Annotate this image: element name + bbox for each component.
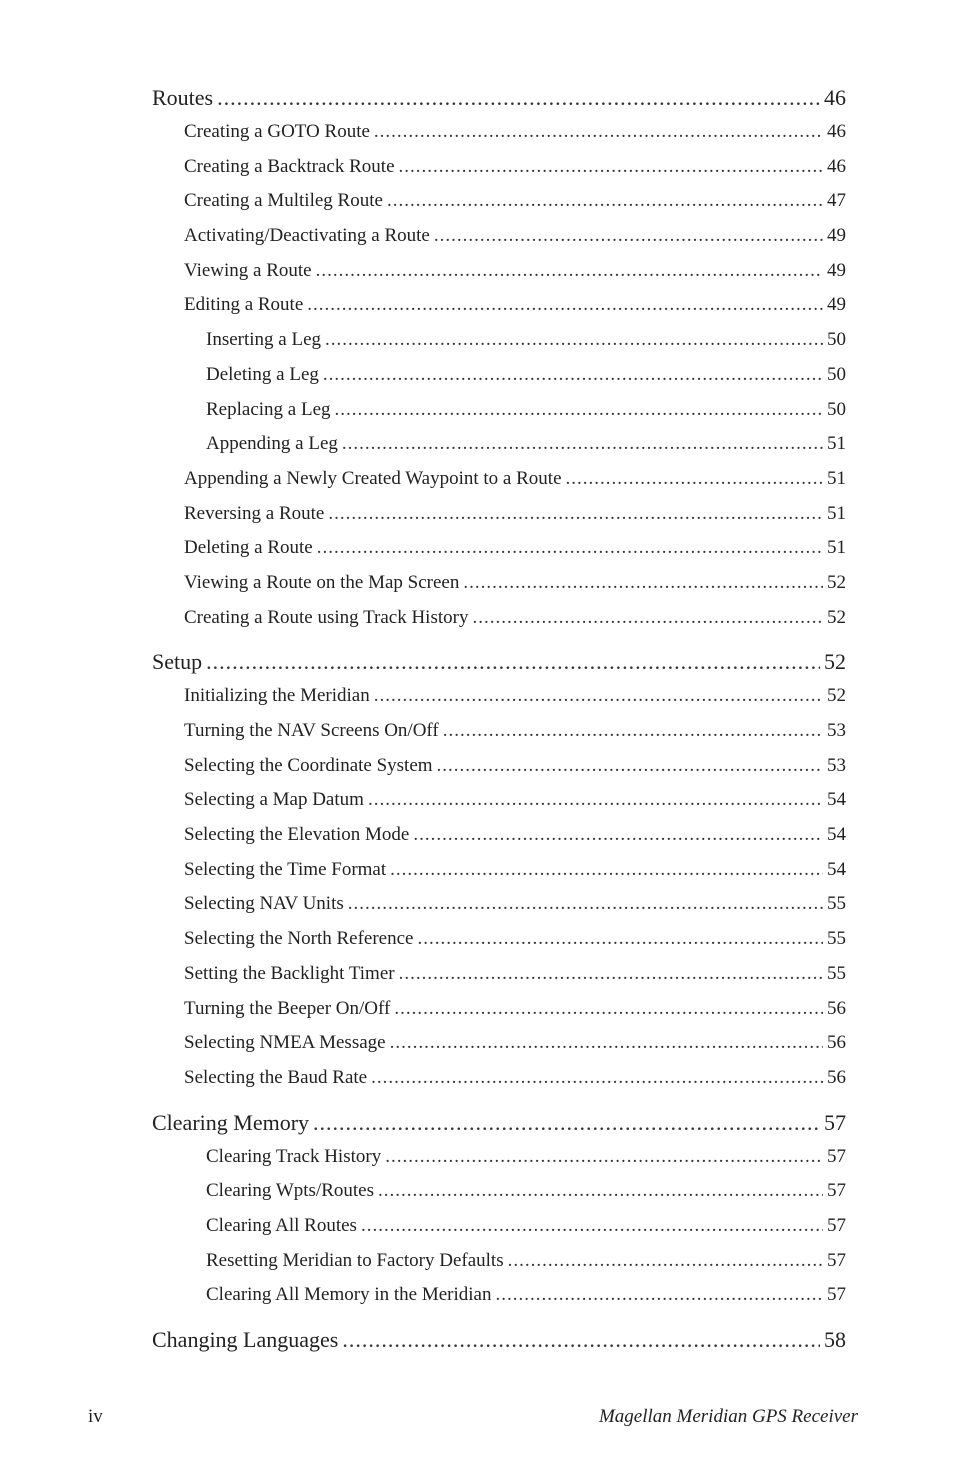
toc-page-number: 55 xyxy=(827,893,846,915)
toc-entry xyxy=(152,150,846,185)
toc-page-number: 57 xyxy=(827,1284,846,1306)
toc-leader-dots xyxy=(217,81,820,115)
toc-entry xyxy=(152,601,846,636)
footer-book-title: Magellan Meridian GPS Receiver xyxy=(598,1406,858,1427)
toc-entry-title: Creating a GOTO Route xyxy=(184,121,370,142)
toc-leader-dots xyxy=(361,1209,823,1244)
toc-leader-dots xyxy=(307,288,823,323)
toc-leader-dots xyxy=(417,922,823,957)
toc-leader-dots xyxy=(316,254,823,289)
toc-page-number: 55 xyxy=(827,928,846,950)
toc-entry-title: Reversing a Route xyxy=(184,502,325,524)
toc-entry xyxy=(152,1209,846,1244)
toc-entry-title: Creating a Route using Track History xyxy=(184,606,469,628)
toc-section-heading xyxy=(152,81,846,115)
toc-entry xyxy=(152,922,846,957)
toc-leader-dots xyxy=(385,1140,823,1175)
toc-entry-title: Selecting the North Reference xyxy=(184,928,414,950)
toc-page-number: 52 xyxy=(827,685,846,707)
toc-page-number: 47 xyxy=(827,190,846,212)
toc-page-number: 51 xyxy=(827,433,846,455)
toc-entry xyxy=(152,115,846,150)
toc-leader-dots xyxy=(390,1026,823,1061)
toc-entry xyxy=(152,1174,846,1209)
toc-section-title: Routes xyxy=(152,85,214,110)
toc-page-number: 51 xyxy=(827,502,846,524)
toc-page-number: 56 xyxy=(827,1066,846,1088)
toc-entry-title: Appending a Newly Created Waypoint to a Route xyxy=(184,467,562,489)
toc-entry-title: Deleting a Leg xyxy=(206,363,319,385)
toc-entry-title: Selecting a Map Datum xyxy=(184,789,364,811)
toc-entry xyxy=(152,358,846,393)
toc-page-number: 52 xyxy=(827,571,846,593)
toc-entry xyxy=(152,957,846,992)
toc-page-number: 51 xyxy=(827,467,846,489)
toc-entry-title: Selecting the Elevation Mode xyxy=(184,824,410,846)
toc-leader-dots xyxy=(437,749,823,784)
toc-entry xyxy=(152,887,846,922)
toc-entry xyxy=(152,1140,846,1175)
toc-page-number: 52 xyxy=(827,606,846,628)
toc-page-number: 57 xyxy=(824,1109,846,1135)
toc-section-heading xyxy=(152,645,846,679)
toc-section-title: Changing Languages xyxy=(152,1327,339,1352)
toc-entry xyxy=(152,1026,846,1061)
toc-leader-dots xyxy=(566,462,823,497)
toc-entry xyxy=(152,254,846,289)
toc-page-number: 56 xyxy=(827,1032,846,1054)
toc-entry-title: Creating a Backtrack Route xyxy=(184,155,395,177)
toc-leader-dots xyxy=(348,887,823,922)
toc-page-number: 54 xyxy=(827,789,846,811)
footer-page-number: iv xyxy=(88,1406,103,1427)
toc-leader-dots xyxy=(313,1106,820,1140)
toc-entry-title: Initializing the Meridian xyxy=(184,685,370,707)
toc-leader-dots xyxy=(335,393,823,428)
table-of-contents xyxy=(152,81,846,1357)
toc-leader-dots xyxy=(443,714,823,749)
toc-page-number: 49 xyxy=(827,294,846,316)
toc-entry-title: Deleting a Route xyxy=(184,537,313,559)
toc-leader-dots xyxy=(317,531,823,566)
toc-page-number: 46 xyxy=(827,121,846,142)
toc-leader-dots xyxy=(374,115,823,150)
toc-entry-title: Viewing a Route xyxy=(184,259,312,281)
toc-page-number: 50 xyxy=(827,398,846,420)
toc-entry-title: Editing a Route xyxy=(184,294,304,316)
toc-entry xyxy=(152,679,846,714)
toc-page-number: 49 xyxy=(827,259,846,281)
toc-leader-dots xyxy=(394,992,823,1027)
toc-entry-title: Setting the Backlight Timer xyxy=(184,962,395,984)
toc-section-title: Clearing Memory xyxy=(152,1109,310,1135)
toc-page-number: 50 xyxy=(827,363,846,385)
toc-leader-dots xyxy=(342,1323,820,1357)
toc-leader-dots xyxy=(472,601,823,636)
toc-section-title: Setup xyxy=(152,649,203,675)
toc-entry xyxy=(152,818,846,853)
toc-entry-title: Selecting NAV Units xyxy=(184,893,344,915)
toc-entry xyxy=(152,323,846,358)
toc-entry xyxy=(152,1244,846,1279)
toc-page-number: 57 xyxy=(827,1180,846,1202)
toc-entry-title: Replacing a Leg xyxy=(206,398,331,420)
toc-entry-title: Clearing Track History xyxy=(206,1145,382,1167)
toc-section-heading xyxy=(152,1106,846,1140)
toc-entry-title: Selecting the Time Format xyxy=(184,858,387,880)
toc-leader-dots xyxy=(371,1061,823,1096)
toc-entry-title: Viewing a Route on the Map Screen xyxy=(184,571,460,593)
toc-page-number: 57 xyxy=(827,1249,846,1271)
toc-leader-dots xyxy=(508,1244,823,1279)
toc-entry-title: Turning the NAV Screens On/Off xyxy=(184,720,439,741)
toc-entry xyxy=(152,393,846,428)
toc-leader-dots xyxy=(342,427,823,462)
toc-entry-title: Clearing Wpts/Routes xyxy=(206,1180,374,1202)
toc-leader-dots xyxy=(434,219,823,254)
toc-entry xyxy=(152,531,846,566)
toc-entry-title: Appending a Leg xyxy=(206,433,338,455)
toc-entry xyxy=(152,462,846,497)
toc-entry-title: Selecting NMEA Message xyxy=(184,1032,386,1054)
toc-leader-dots xyxy=(374,679,823,714)
toc-entry xyxy=(152,749,846,784)
toc-entry xyxy=(152,566,846,601)
toc-leader-dots xyxy=(323,358,823,393)
toc-entry-title: Resetting Meridian to Factory Defaults xyxy=(206,1249,504,1271)
toc-entry xyxy=(152,1278,846,1313)
toc-leader-dots xyxy=(325,323,823,358)
toc-page-number: 54 xyxy=(827,824,846,846)
toc-page-number: 54 xyxy=(827,858,846,880)
toc-entry-title: Inserting a Leg xyxy=(206,329,322,351)
toc-leader-dots xyxy=(463,566,823,601)
toc-page-number: 46 xyxy=(827,155,846,177)
toc-entry-title: Selecting the Coordinate System xyxy=(184,754,433,776)
toc-entry-title: Creating a Multileg Route xyxy=(184,190,383,212)
toc-page-number: 53 xyxy=(827,720,846,741)
toc-leader-dots xyxy=(399,957,823,992)
toc-entry xyxy=(152,992,846,1027)
toc-leader-dots xyxy=(206,645,820,679)
toc-entry xyxy=(152,853,846,888)
toc-page-number: 57 xyxy=(827,1214,846,1236)
toc-leader-dots xyxy=(399,150,823,185)
toc-entry-title: Clearing All Memory in the Meridian xyxy=(206,1284,492,1306)
toc-entry-title: Clearing All Routes xyxy=(206,1214,357,1236)
toc-leader-dots xyxy=(378,1174,823,1209)
toc-entry xyxy=(152,288,846,323)
toc-section-heading xyxy=(152,1323,846,1357)
toc-page-number: 56 xyxy=(827,997,846,1019)
toc-entry-title: Activating/Deactivating a Route xyxy=(184,225,430,247)
toc-page-number: 55 xyxy=(827,962,846,984)
toc-page-number: 46 xyxy=(824,85,846,110)
toc-entry xyxy=(152,219,846,254)
toc-page-number: 49 xyxy=(827,225,846,247)
toc-entry xyxy=(152,497,846,532)
toc-page-number: 52 xyxy=(824,649,846,675)
toc-page-number: 50 xyxy=(827,329,846,351)
toc-entry xyxy=(152,427,846,462)
toc-entry xyxy=(152,184,846,219)
toc-page-number: 51 xyxy=(827,537,846,559)
toc-page-number: 57 xyxy=(827,1145,846,1167)
toc-page-number: 53 xyxy=(827,754,846,776)
toc-entry xyxy=(152,1061,846,1096)
toc-entry xyxy=(152,714,846,749)
toc-leader-dots xyxy=(368,783,823,818)
toc-leader-dots xyxy=(328,497,823,532)
toc-entry xyxy=(152,783,846,818)
toc-entry-title: Selecting the Baud Rate xyxy=(184,1066,368,1088)
toc-leader-dots xyxy=(390,853,823,888)
toc-leader-dots xyxy=(413,818,823,853)
toc-leader-dots xyxy=(387,184,823,219)
toc-entry-title: Turning the Beeper On/Off xyxy=(184,997,391,1019)
toc-leader-dots xyxy=(495,1278,823,1313)
toc-page-number: 58 xyxy=(824,1327,846,1352)
